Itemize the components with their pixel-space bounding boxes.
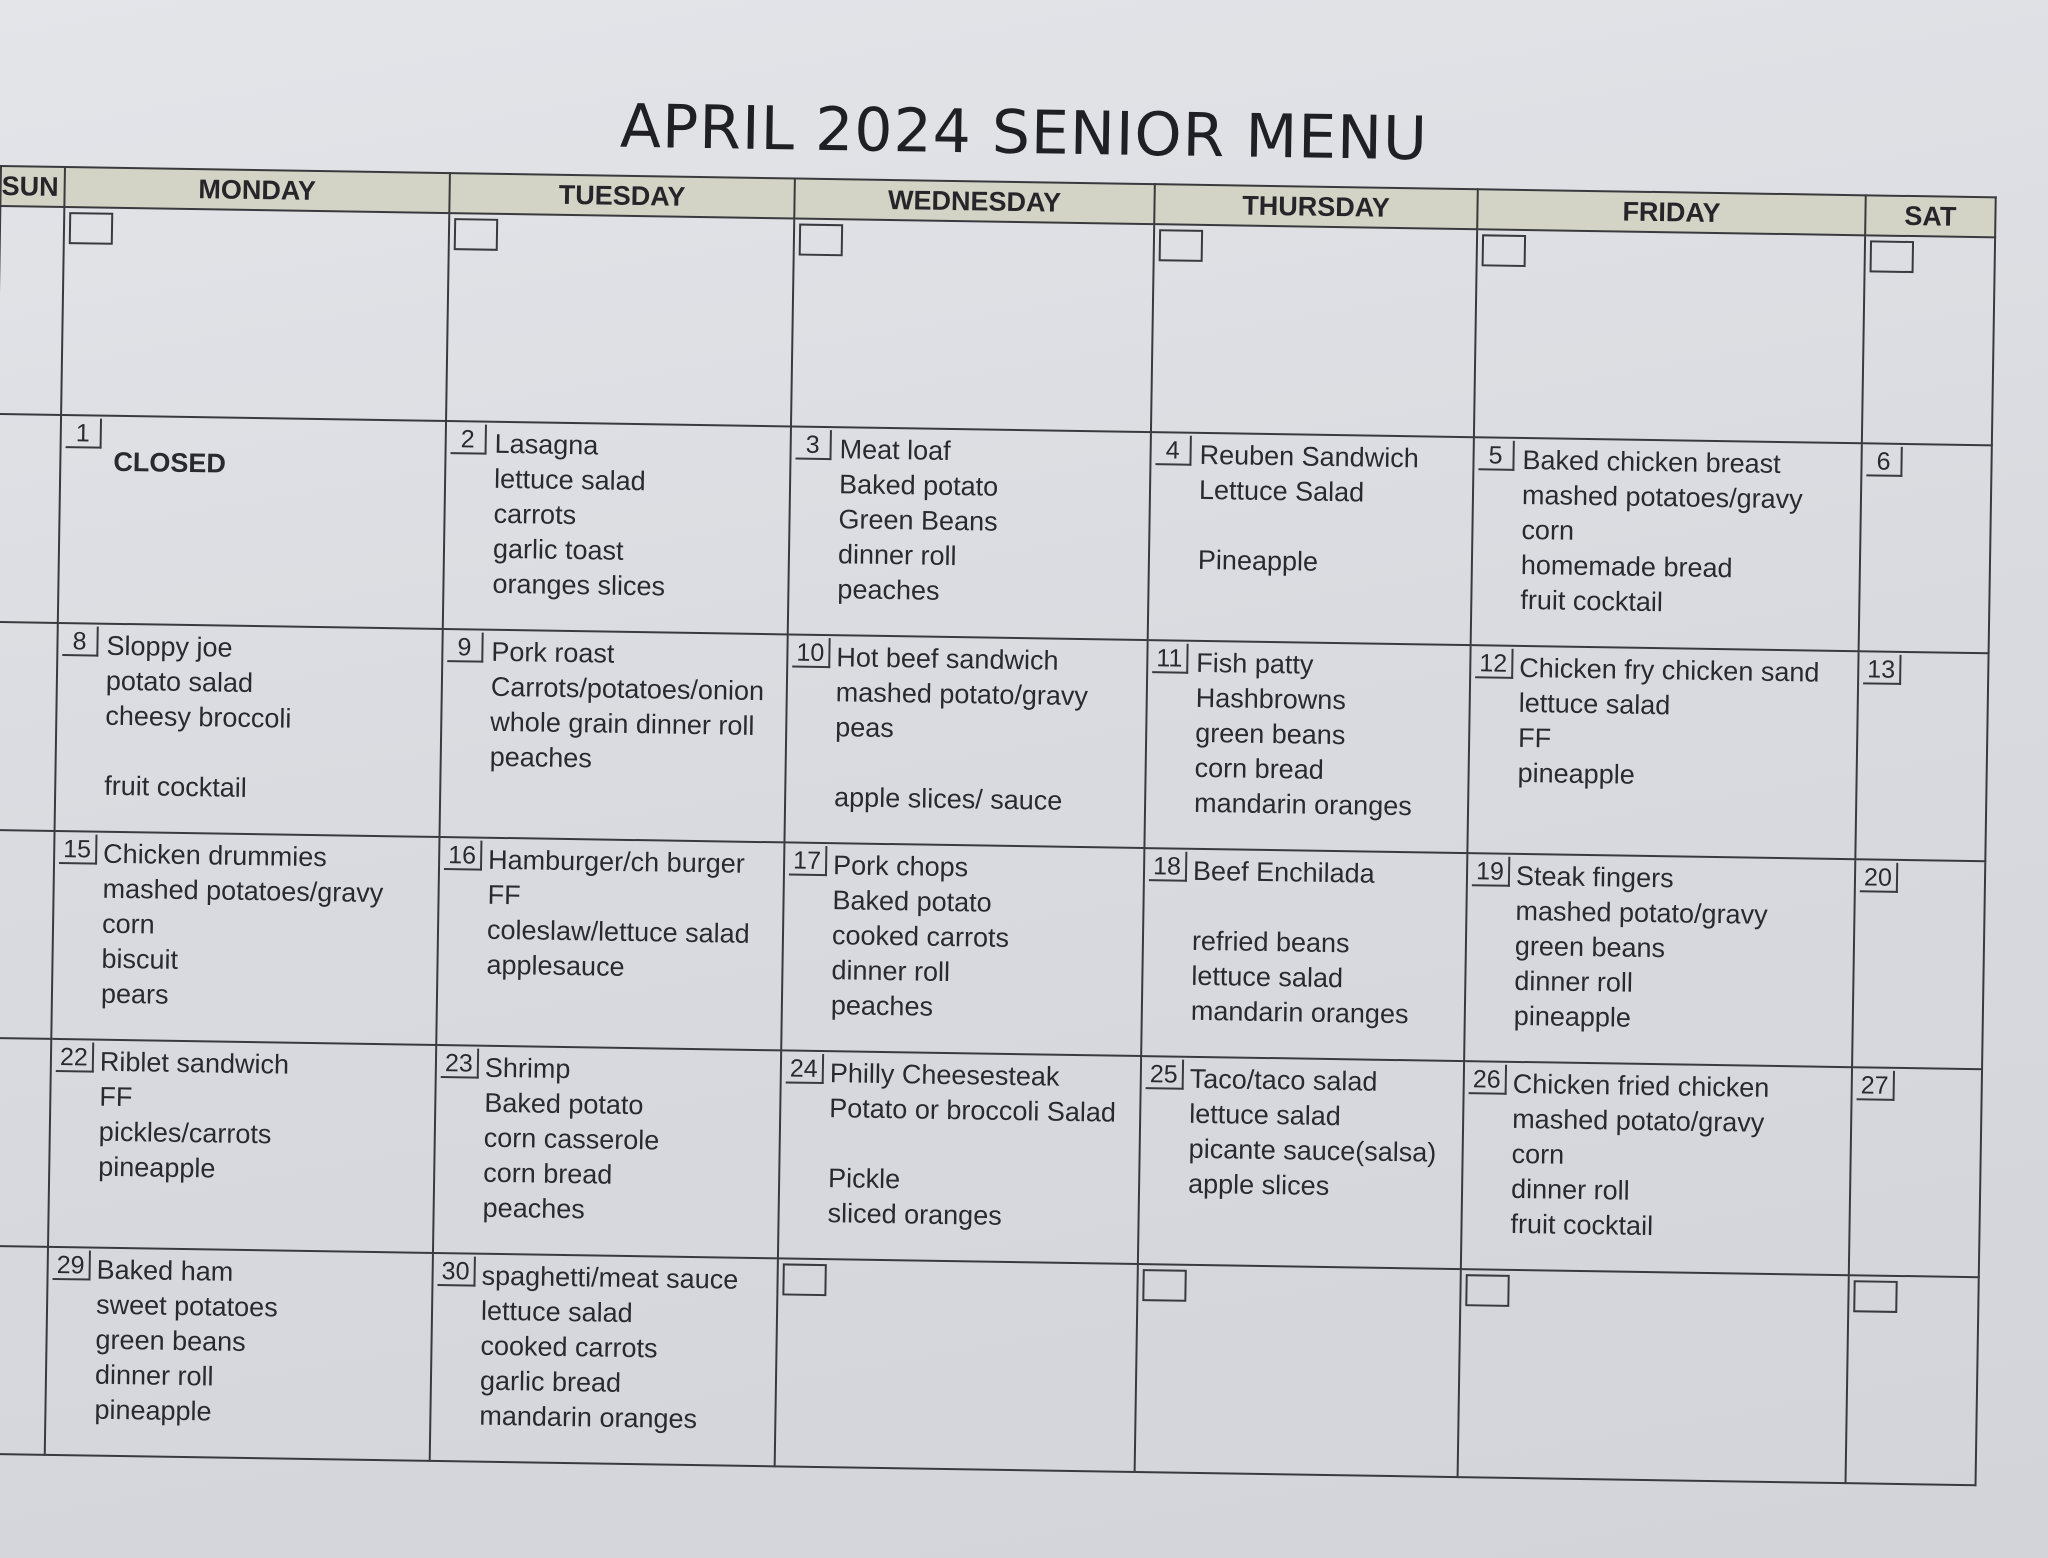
side-item: dinner roll (837, 539, 957, 572)
entree-item: Chicken fry chicken sand (1519, 652, 1820, 688)
day-cell-content (46, 1248, 432, 1460)
menu-items (94, 1253, 428, 1433)
menu-items (1194, 646, 1466, 825)
side-item: Baked potato (832, 885, 992, 918)
day-cell (0, 414, 61, 623)
day-cell-content (431, 1254, 777, 1465)
day-cell-content (1847, 1276, 1978, 1484)
week-row (0, 206, 1995, 445)
day-cell (61, 207, 449, 421)
day-cell-content (1850, 1068, 1981, 1276)
entree-item: Chicken drummies (102, 838, 327, 873)
day-cell (0, 1038, 51, 1247)
side-item: green beans (1514, 930, 1666, 964)
menu-items (1510, 1067, 1847, 1247)
side-item: mashed potato/gravy (1511, 1103, 1765, 1138)
side-item: pineapple (1517, 757, 1635, 790)
day-cell-content (0, 831, 54, 1038)
header-sun: SUN (0, 166, 65, 207)
day-cell-content (0, 207, 63, 414)
week-row (0, 622, 1989, 861)
day-cell (1461, 1061, 1852, 1275)
day-cell (58, 415, 446, 629)
day-cell (1148, 432, 1474, 645)
day-number: 23 (441, 1048, 479, 1079)
menu-items (479, 1259, 773, 1439)
day-number: 20 (1860, 862, 1898, 893)
entree-item: Steak fingers (1515, 860, 1674, 894)
menu-items (101, 837, 435, 1017)
side-item: homemade bread (1520, 549, 1733, 584)
entree-item: Pork chops (832, 850, 969, 883)
day-number (782, 1263, 826, 1296)
day-cell (775, 1258, 1138, 1472)
entree-item: Philly Cheesesteak (829, 1058, 1060, 1092)
day-number: 11 (1152, 643, 1188, 674)
day-cell (1852, 859, 1985, 1069)
menu-items (1198, 438, 1469, 582)
side-item: mashed potato/gravy (835, 677, 1089, 712)
day-cell-content (447, 214, 793, 425)
day-number: 22 (56, 1042, 94, 1073)
day-cell (1474, 229, 1865, 443)
side-item: apple slices/ sauce (833, 782, 1063, 816)
side-item: lettuce salad (480, 1295, 633, 1329)
day-cell-content (1459, 1270, 1848, 1482)
day-cell-content (792, 219, 1153, 431)
side-item: applesauce (486, 949, 625, 982)
entree-item: Baked chicken breast (1522, 444, 1781, 480)
side-item: garlic toast (492, 533, 624, 566)
day-cell-content (779, 1051, 1140, 1263)
side-item (1198, 508, 1468, 547)
side-item: Baked potato (484, 1087, 644, 1121)
header-friday: FRIDAY (1477, 189, 1866, 235)
side-item (105, 734, 437, 774)
side-item: carrots (493, 498, 577, 531)
day-cell (1464, 853, 1855, 1067)
day-cell-content (1149, 433, 1473, 644)
day-cell-content (62, 208, 448, 420)
day-number: 29 (52, 1250, 90, 1281)
day-number (1853, 1280, 1897, 1313)
week-row (0, 414, 1992, 653)
side-item: dinner roll (1514, 965, 1634, 998)
day-cell (0, 622, 58, 831)
calendar-sheet (0, 165, 1995, 1486)
side-item: FF (487, 879, 521, 911)
day-number: 30 (437, 1256, 475, 1287)
menu-calendar (0, 165, 1997, 1486)
day-cell-content (782, 843, 1143, 1055)
day-number: 19 (1472, 856, 1510, 887)
day-number: 24 (786, 1053, 824, 1084)
day-number: 1 (66, 418, 102, 449)
side-item (1192, 889, 1462, 928)
day-cell (430, 1253, 778, 1466)
day-cell (48, 1039, 436, 1253)
day-cell-content (0, 623, 57, 830)
day-cell-content (0, 1039, 50, 1246)
side-item: cheesy broccoli (105, 700, 292, 734)
day-cell (55, 623, 443, 837)
side-item: FF (1517, 722, 1552, 754)
day-cell (1141, 848, 1467, 1061)
day-number (1482, 234, 1526, 267)
day-cell (1135, 1264, 1461, 1477)
side-item: pears (100, 978, 169, 1010)
entree-item: Pork roast (491, 636, 615, 669)
day-cell (443, 421, 791, 634)
day-cell (1859, 443, 1992, 653)
day-cell-content (1145, 641, 1469, 852)
day-cell (45, 1247, 433, 1461)
side-item: potato salad (105, 665, 254, 699)
side-item: sweet potatoes (95, 1289, 278, 1323)
side-item: mashed potatoes/gravy (1521, 479, 1803, 515)
menu-items (492, 427, 786, 607)
entree-item: Hot beef sandwich (836, 642, 1059, 676)
side-item: corn (101, 908, 155, 940)
day-cell-content (789, 427, 1150, 639)
closed-label: CLOSED (113, 446, 227, 479)
day-cell-content (49, 1040, 435, 1252)
day-cell-content (59, 416, 445, 628)
side-item: Lettuce Salad (1198, 474, 1365, 508)
day-number: 3 (795, 430, 831, 461)
side-item: picante sauce(salsa) (1188, 1133, 1437, 1168)
entree-item: Baked ham (96, 1254, 234, 1287)
day-cell (1467, 645, 1858, 859)
day-cell (439, 629, 787, 842)
day-cell (778, 1050, 1141, 1264)
side-item: Baked potato (838, 469, 999, 502)
side-item: cooked carrots (480, 1330, 658, 1364)
menu-items (1191, 854, 1463, 1033)
entree-item: Riblet sandwich (99, 1046, 290, 1080)
side-item: apple slices (1187, 1168, 1330, 1202)
side-item: peas (835, 712, 895, 744)
entree-item: Reuben Sandwich (1199, 439, 1419, 474)
day-cell (1151, 224, 1477, 437)
side-item: peaches (482, 1192, 585, 1225)
day-cell (1846, 1275, 1979, 1485)
day-number: 8 (62, 626, 98, 657)
menu-items (486, 843, 779, 988)
header-thursday: THURSDAY (1154, 184, 1478, 229)
day-cell-content (1860, 444, 1991, 652)
side-item: Pineapple (1197, 544, 1319, 577)
side-item: pineapple (94, 1394, 212, 1427)
day-cell (446, 213, 794, 426)
day-cell-content (444, 422, 790, 633)
side-item: mandarin oranges (1193, 787, 1412, 822)
side-item: refried beans (1191, 925, 1350, 959)
page-title: APRIL 2024 SENIOR MENU (619, 91, 1429, 175)
header-monday: MONDAY (64, 167, 450, 213)
day-number: 12 (1475, 648, 1513, 679)
menu-items (489, 635, 782, 780)
day-cell (1458, 1269, 1849, 1483)
entree-item: Meat loaf (839, 434, 951, 466)
day-cell (1144, 640, 1470, 853)
day-number: 15 (59, 834, 97, 865)
day-cell-content (776, 1259, 1137, 1471)
side-item: Potato or broccoli Salad (829, 1093, 1117, 1128)
day-cell-content (1475, 230, 1864, 442)
header-tuesday: TUESDAY (449, 173, 795, 218)
side-item: Green Beans (838, 504, 998, 537)
side-item: Carrots/potatoes/onion (490, 671, 765, 707)
side-item: lettuce salad (493, 463, 646, 497)
side-item: pineapple (98, 1151, 216, 1184)
day-number: 5 (1478, 440, 1514, 471)
day-cell (1849, 1067, 1982, 1277)
side-item: FF (99, 1081, 133, 1113)
menu-items (831, 848, 1140, 1028)
side-item: mandarin oranges (479, 1400, 698, 1435)
day-cell-content (1468, 646, 1857, 858)
day-cell (784, 634, 1147, 848)
day-cell-content (1142, 849, 1466, 1060)
calendar-body (0, 206, 1995, 1485)
week-row (0, 1246, 1979, 1485)
side-item: peaches (830, 990, 934, 1022)
day-cell (1138, 1056, 1464, 1269)
day-cell-content (434, 1046, 780, 1257)
header-wednesday: WEDNESDAY (794, 178, 1155, 224)
menu-items (827, 1056, 1136, 1236)
day-cell-content (1465, 854, 1854, 1066)
day-number: 10 (792, 638, 830, 669)
day-cell-content (0, 1247, 47, 1454)
entree-item: Sloppy joe (106, 630, 233, 663)
menu-items (834, 640, 1143, 820)
day-number: 9 (447, 632, 483, 663)
entree-item: Beef Enchilada (1192, 855, 1375, 889)
menu-items (837, 432, 1146, 612)
entree-item: Hamburger/ch burger (487, 844, 745, 879)
day-cell-content (1462, 1062, 1851, 1274)
entree-item: Lasagna (494, 428, 599, 461)
side-item: dinner roll (94, 1359, 214, 1392)
side-item: Pickle (827, 1163, 901, 1195)
day-cell-content (441, 630, 787, 841)
day-number (799, 224, 843, 257)
entree-item: Shrimp (484, 1052, 571, 1085)
side-item: lettuce salad (1518, 687, 1671, 721)
side-item: dinner roll (831, 955, 951, 988)
day-cell (1855, 651, 1988, 861)
day-number: 13 (1863, 654, 1901, 685)
day-number: 4 (1155, 435, 1191, 466)
day-cell (1862, 235, 1995, 445)
day-cell-content (1853, 860, 1984, 1068)
side-item: fruit cocktail (104, 770, 248, 803)
menu-items (1517, 651, 1853, 796)
side-item (834, 745, 1141, 785)
day-cell-content (56, 624, 442, 836)
week-row (0, 830, 1985, 1069)
week-row (0, 1038, 1982, 1277)
side-item: fruit cocktail (1520, 584, 1664, 618)
day-cell-content (1152, 225, 1476, 436)
side-item: corn (1511, 1138, 1565, 1170)
entree-item: Chicken fried chicken (1512, 1068, 1770, 1103)
side-item (828, 1126, 1135, 1166)
day-cell (433, 1045, 781, 1258)
side-item: green beans (1194, 717, 1346, 751)
side-item: lettuce salad (1191, 960, 1344, 994)
day-number (454, 218, 498, 251)
side-item: corn (1521, 514, 1575, 546)
day-number (1465, 1274, 1509, 1307)
day-cell (0, 1246, 48, 1455)
day-cell-content (1472, 438, 1861, 650)
side-item: corn bread (482, 1157, 613, 1190)
menu-items (1188, 1062, 1459, 1206)
side-item: fruit cocktail (1510, 1208, 1654, 1242)
day-cell (436, 837, 784, 1050)
side-item: dinner roll (1510, 1173, 1630, 1206)
day-number (69, 212, 113, 245)
side-item: pickles/carrots (98, 1116, 272, 1150)
side-item: pineapple (1513, 1000, 1632, 1033)
day-number: 26 (1469, 1064, 1507, 1095)
day-cell-content (1863, 236, 1994, 444)
menu-items (1514, 859, 1851, 1039)
side-item: oranges slices (492, 568, 666, 602)
menu-items (104, 629, 438, 809)
side-item: biscuit (101, 943, 179, 975)
side-item: coleslaw/lettuce salad (486, 914, 750, 949)
side-item: cooked carrots (831, 920, 1010, 953)
day-number (1142, 1269, 1186, 1302)
day-cell-content (1856, 652, 1987, 860)
day-number (1870, 240, 1914, 273)
day-number: 2 (451, 424, 487, 455)
day-number: 17 (789, 845, 827, 876)
day-cell (0, 830, 55, 1039)
day-cell (51, 831, 439, 1045)
day-number: 25 (1146, 1059, 1184, 1090)
day-number (1159, 229, 1203, 262)
entree-item: Taco/taco salad (1189, 1063, 1378, 1097)
side-item: peaches (837, 574, 940, 606)
menu-items (482, 1051, 776, 1231)
day-cell-content (785, 635, 1146, 847)
day-cell (0, 206, 64, 415)
day-cell-content (437, 838, 783, 1049)
entree-item: spaghetti/meat sauce (481, 1260, 739, 1295)
menu-items (98, 1045, 431, 1190)
side-item: garlic bread (479, 1365, 622, 1398)
side-item: peaches (489, 741, 593, 774)
side-item: green beans (95, 1324, 246, 1358)
side-item: whole grain dinner roll (490, 706, 755, 741)
day-number: 18 (1149, 851, 1187, 882)
day-number: 16 (444, 840, 482, 871)
day-cell (781, 842, 1144, 1056)
day-cell (788, 426, 1151, 640)
side-item: mandarin oranges (1190, 995, 1409, 1030)
side-item: Hashbrowns (1195, 682, 1347, 716)
day-cell-content (0, 415, 60, 622)
side-item: corn casserole (483, 1122, 660, 1156)
menu-items (1520, 443, 1857, 623)
day-number: 6 (1866, 446, 1902, 477)
day-cell-content (1139, 1057, 1463, 1268)
entree-item: Fish patty (1196, 647, 1314, 680)
side-item: sliced oranges (827, 1198, 1002, 1231)
side-item: corn bread (1194, 752, 1324, 785)
day-cell (1471, 437, 1862, 651)
side-item: mashed potatoes/gravy (102, 873, 384, 909)
header-sat: SAT (1865, 195, 1996, 237)
side-item: mashed potato/gravy (1515, 895, 1768, 930)
side-item: lettuce salad (1189, 1098, 1342, 1132)
day-cell-content (1136, 1265, 1460, 1476)
day-cell (791, 218, 1154, 432)
day-cell-content (52, 832, 438, 1044)
day-number: 27 (1857, 1070, 1895, 1101)
